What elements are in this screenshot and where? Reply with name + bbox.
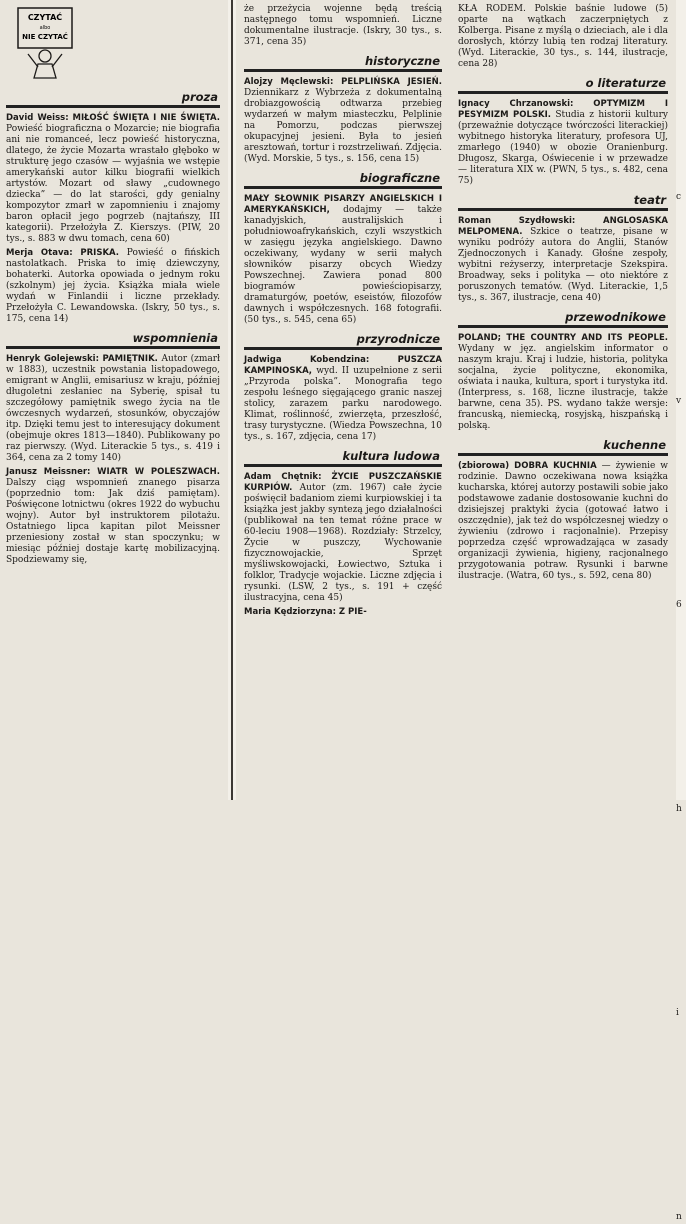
section-heading: kuchenne xyxy=(458,438,668,456)
book-entry xyxy=(458,461,668,582)
book-entry xyxy=(458,99,668,187)
book-description: Dziennikarz z Wybrzeża z dokumentalną drobiazgowością odtwarza przebieg wydarzeń w małym miasteczku, Pelplinie na Pomorzu, podczas pierwszej okupacyjnej jesieni. Była to jesień aresztowań, tortur i rozstrzeliwań. Zdjęcia. (Wyd. Morskie, 5 tys., s. 156, cena 15) xyxy=(244,88,442,164)
column-2 xyxy=(238,0,448,800)
edge-fragment: c xyxy=(676,192,682,202)
book-entry xyxy=(244,355,442,443)
book-author: Janusz Meissner: xyxy=(6,467,91,477)
section-logo xyxy=(6,4,220,84)
book-entry xyxy=(244,607,442,618)
book-description: Autor (zm. 1967) całe życie poświęcił badaniom ziemi kurpiowskiej i ta książka jest jakby syntezą jego działalności (publikował na ten temat różne prace w 60-leciu 1908—1968). Rozdziały: Strzelcy, Życie w puszczy, Wychowanie fizycznowojackie, Sprzęt myśliwskowojacki, Łowiectwo, Sztuka i folklor, Tradycje wojackie. Liczne zdjęcia i rysunki. (LSW, 2 tys., s. 191 + część ilustracyjna, cena 45) xyxy=(244,483,442,603)
edge-fragment: v xyxy=(676,396,682,406)
book-title: Z PIE- xyxy=(338,607,367,617)
book-entry xyxy=(6,248,220,325)
edge-fragment: h xyxy=(676,804,682,814)
book-author: Jadwiga Kobendzina: xyxy=(244,355,370,365)
svg-text:CZYTAĆ: CZYTAĆ xyxy=(27,13,63,22)
section-heading: biograficzne xyxy=(244,171,442,189)
book-description: Powieść biograficzna o Mozarcie; nie biografia ani nie romanceé, lecz powieść historyczna, dlatego, że życie Mozarta wrastało głęboko w strukturę jego czasów — wyjaśnia we wstępie amerykański autor kilku biografii wielkich artystów. Mozart od sławy „cudownego dziecka” — do lat starości, gdy genialny kompozytor zmarł w zapomnieniu i znajomy baron opłacił jego pogrzeb (najtańszy, III kategorii). Przełożyła Z. Kierszys. (PIW, 20 tys., s. 883 w dwu tomach, cena 60) xyxy=(6,124,220,244)
book-author: Ignacy Chrzanowski: xyxy=(458,99,574,109)
book-author: Roman Szydłowski: xyxy=(458,216,576,226)
edge-fragment: 6 xyxy=(676,600,682,610)
section-heading: proza xyxy=(6,90,220,108)
section-heading: teatr xyxy=(458,193,668,211)
book-description: Powieść o fińskich nastolatkach. Priska to imię dziewczyny, bohaterki. Autorka opowiada o jednym roku (szkolnym) jej życia. Książka miała wiele wydań w Finlandii i liczne przekłady. Przełożyła C. Lewandowska. (Iskry, 50 tys., s. 175, cena 14) xyxy=(6,248,220,324)
continued-text: KŁA RODEM. Polskie baśnie ludowe (5) oparte na wątkach zaczerpniętych z Kolberga. Pisane z myślą o dzieciach, ale i dla dorosłych, którzy lubią ten rodzaj literatury. (Wyd. Literackie, 30 tys., s. 144, ilustracje, cena 28) xyxy=(458,4,668,69)
book-reader-logo-icon xyxy=(14,4,76,82)
section-heading: kultura ludowa xyxy=(244,449,442,467)
book-author: David Weiss: xyxy=(6,113,69,123)
book-description: wyd. II uzupełnione z serii „Przyroda polska”. Monografia tego zespołu leśnego sięgającego granic naszej stolicy, zarazem parku narodowego. Klimat, roślinność, zwierzęta, przeszłość, trasy turystyczne. (Wiedza Powszechna, 10 tys., s. 167, zdjęcia, cena 17) xyxy=(244,366,442,442)
book-entry xyxy=(6,467,220,566)
section-heading: przyrodnicze xyxy=(244,332,442,350)
svg-text:albo: albo xyxy=(39,25,51,31)
continued-text: że przeżycia wojenne będą treścią następnego tomu wspomnień. Liczne dokumentalne ilustracje. (Iskry, 30 tys., s. 371, cena 35) xyxy=(244,4,442,47)
book-title: OPTYMIZM I PESYMIZM POLSKI. xyxy=(458,99,668,120)
book-description: Szkice o teatrze, pisane w wyniku podróży autora do Anglii, Stanów Zjednoczonych i Kanady. Głośne zespoły, wybitni reżyserzy, interpretacje Szekspira. Broadway, seks i polityka — oto niektóre z poruszonych tematów. (Wyd. Literackie, 1,5 tys., s. 367, ilustracje, cena 40) xyxy=(458,227,668,303)
book-author: Merja Otava: xyxy=(6,248,73,258)
next-page-edge xyxy=(676,0,686,1222)
book-entry xyxy=(244,77,442,165)
book-entry xyxy=(6,113,220,245)
book-author: Maria Kędziorzyna: xyxy=(244,607,336,617)
section-heading: historyczne xyxy=(244,54,442,72)
book-author: Adam Chętnik: xyxy=(244,472,322,482)
book-description: Studia z historii kultury (przeważnie dotyczące twórczości literackiej) wybitnego historyka literatury, profesora UJ, zmarłego (1940) w obozie Oranienburg. Długosz, Skarga, Oświecenie i w przewadze — literatura XIX w. (PWN, 5 tys., s. 482, cena 75) xyxy=(458,110,668,186)
book-title: PUSZCZA KAMPINOSKA, xyxy=(244,355,442,376)
book-author: (zbiorowa) xyxy=(458,461,510,471)
column-1 xyxy=(0,0,226,800)
column-3 xyxy=(452,0,674,800)
book-description: Dalszy ciąg wspomnień znanego pisarza (poprzednio tom: Jak dziś pamiętam). Poświęcone lotnictwu (okres 1922 do wybuchu wojny). Autor był instruktorem pilotażu. Ostatniego lipca kapitan pilot Meissner przeniesiony został w stan spoczynku; w miesiąc później dostaje kartę mobilizacyjną. Spodziewamy się, xyxy=(6,478,220,565)
book-title: PELPLIŃSKA JESIEŃ. xyxy=(341,77,442,87)
book-author: Henryk Golejewski: xyxy=(6,354,99,364)
edge-fragments xyxy=(676,190,686,1224)
edge-fragment: i xyxy=(676,1008,679,1018)
book-title: MIŁOŚĆ ŚWIĘTA I NIE ŚWIĘTA. xyxy=(72,113,220,123)
book-title: ANGLOSASKA MELPOMENA. xyxy=(458,216,668,237)
book-entry xyxy=(6,354,220,464)
book-entry xyxy=(458,333,668,432)
section-heading: wspomnienia xyxy=(6,331,220,349)
section-heading: o literaturze xyxy=(458,76,668,94)
book-title: PAMIĘTNIK. xyxy=(102,354,158,364)
book-title: WIATR W POLESZWACH. xyxy=(97,467,220,477)
book-title: DOBRA KUCHNIA xyxy=(514,461,597,471)
edge-fragment: n xyxy=(676,1212,682,1222)
book-title: PRISKA. xyxy=(80,248,120,258)
book-description: Autor (zmarł w 1883), uczestnik powstania listopadowego, emigrant w Anglii, emisariusz w kraju, później długoletni zesłaniec na Syberię, spisał tu szczegółowy pamiętnik swego życia na tle ówczesnych wydarzeń, stosunków, obyczajów itp. Dzięki temu jest to interesujący dokument (obejmuje okres 1813—1840). Publikowany po raz pierwszy. (Wyd. Literackie 5 tys., s. 419 i 364, cena za 2 tomy 140) xyxy=(6,354,220,463)
book-description: Wydany w jęz. angielskim informator o naszym kraju. Kraj i ludzie, historia, polityka socjalna, życie polityczne, ekonomika, oświata i nauka, kultura, sport i turystyka itd. (Interpress, s. 168, liczne ilustracje, także barwne, cena 35). PS. wydano także wersje: francuską, niemiecką, rosyjską, hiszpańską i polską. xyxy=(458,344,668,431)
book-entry xyxy=(244,194,442,326)
book-title: ŻYCIE PUSZCZAŃSKIE KURPIÓW. xyxy=(244,472,442,493)
book-entry xyxy=(458,216,668,304)
column-divider xyxy=(231,0,233,800)
book-entry xyxy=(244,472,442,604)
book-description: dodajmy — także kanadyjskich, australijskich i południowoafrykańskich, czyli wszystkich w zasięgu języka angielskiego. Dawno oczekiwany, wydany w serii małych słowników pisarzy obcych Wiedzy Powszechnej. Zawiera ponad 800 biogramów powieściopisarzy, dramaturgów, poetów, eseistów, filozofów dawnych i współczesnych. 168 fotografii. (50 tys., s. 545, cena 65) xyxy=(244,205,442,325)
book-author: Alojzy Męclewski: xyxy=(244,77,334,87)
book-title: POLAND; THE COUNTRY AND ITS PEOPLE. xyxy=(458,333,668,343)
book-description: — żywienie w rodzinie. Dawno oczekiwana nowa książka kucharska, której autorzy postawili sobie jako podstawowe zadanie dostosowanie kuchni do dzisiejszej praktyki życia (gotować łatwo i oszczędnie), jak też do współczesnej wiedzy o żywieniu (zdrowo i racjonalnie). Przepisy poprzedza część wprowadzająca w zasady organizacji żywienia, higieny, racjonalnego przygotowania potraw. Rysunki i barwne ilustracje. (Watra, 60 tys., s. 592, cena 80) xyxy=(458,461,668,581)
book-title: MAŁY SŁOWNIK PISARZY ANGIELSKICH I AMERYKAŃSKICH, xyxy=(244,194,442,215)
section-heading: przewodnikowe xyxy=(458,310,668,328)
svg-text:NIE CZYTAĆ: NIE CZYTAĆ xyxy=(22,33,68,41)
